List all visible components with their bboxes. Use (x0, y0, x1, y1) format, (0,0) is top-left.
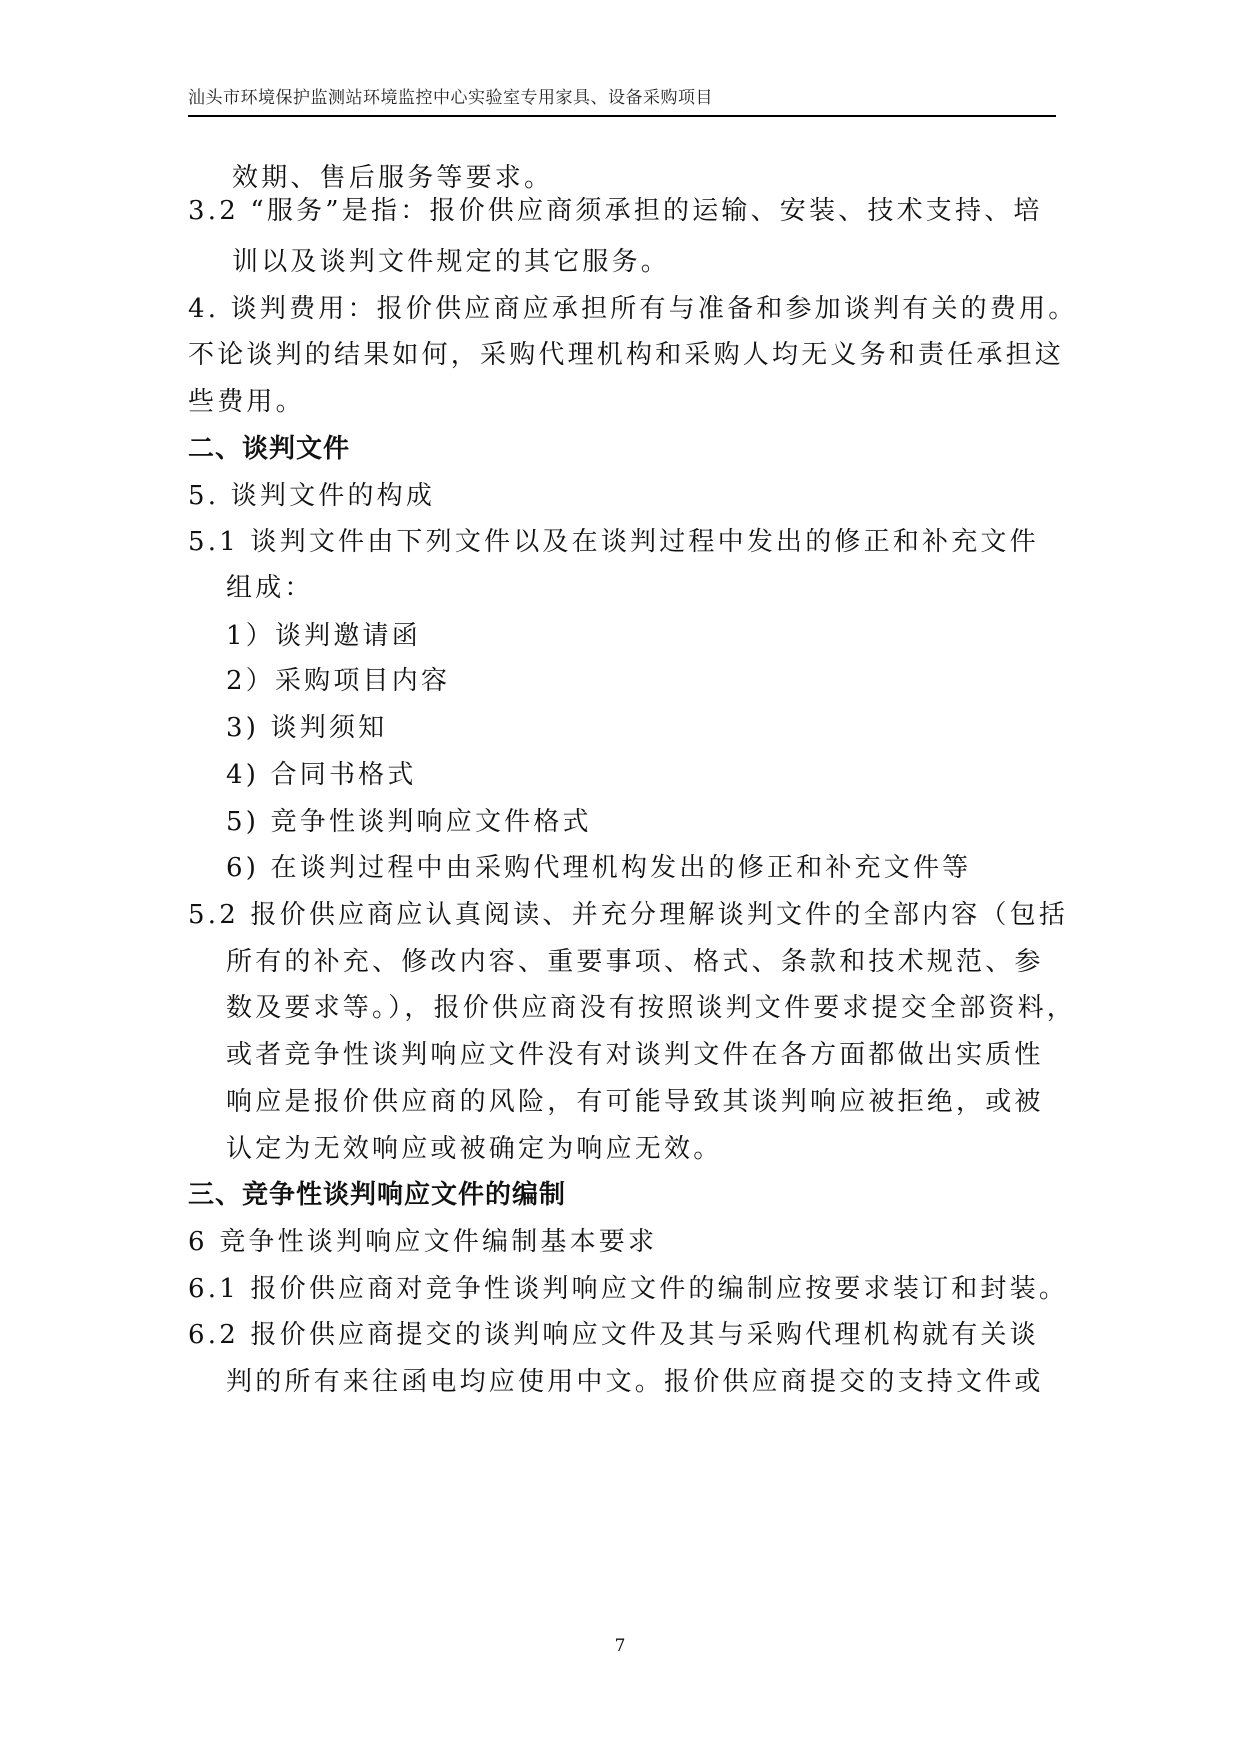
body-line: 或者竞争性谈判响应文件没有对谈判文件在各方面都做出实质性 (226, 1040, 1044, 1070)
body-line: 训以及谈判文件规定的其它服务。 (232, 247, 671, 277)
body-line: 些费用。 (188, 387, 305, 417)
body-line: 组成： (226, 573, 314, 603)
section-heading-2: 二、谈判文件 (188, 434, 351, 464)
body-line: 响应是报价供应商的风险，有可能导致其谈判响应被拒绝，或被 (226, 1087, 1044, 1117)
page-number: 7 (614, 1636, 626, 1656)
list-item: 5) 竞争性谈判响应文件格式 (226, 807, 592, 837)
clause-5: 5. 谈判文件的构成 (188, 481, 436, 511)
body-line: 认定为无效响应或被确定为响应无效。 (226, 1134, 723, 1164)
list-item: 1）谈判邀请函 (226, 621, 421, 651)
body-line: 判的所有来往函电均应使用中文。报价供应商提交的支持文件或 (226, 1367, 1044, 1397)
list-item: 2）采购项目内容 (226, 666, 451, 696)
body-line: 不论谈判的结果如何，采购代理机构和采购人均无义务和责任承担这 (188, 340, 1065, 370)
list-item: 4) 合同书格式 (226, 760, 417, 790)
list-item: 6) 在谈判过程中由采购代理机构发出的修正和补充文件等 (226, 853, 972, 883)
running-header: 汕头市环境保护监测站环境监控中心实验室专用家具、设备采购项目 (188, 88, 713, 108)
clause-3-2: 3.2 “服务”是指：报价供应商须承担的运输、安装、技术支持、培 (188, 196, 1043, 226)
clause-4: 4. 谈判费用：报价供应商应承担所有与准备和参加谈判有关的费用。 (188, 294, 1078, 324)
clause-6: 6 竞争性谈判响应文件编制基本要求 (188, 1227, 658, 1257)
body-line: 效期、售后服务等要求。 (232, 163, 554, 193)
header-rule (188, 115, 1056, 117)
clause-5-2: 5.2 报价供应商应认真阅读、并充分理解谈判文件的全部内容（包括 (188, 900, 1069, 930)
body-line: 所有的补充、修改内容、重要事项、格式、条款和技术规范、参 (226, 947, 1044, 977)
body-line: 数及要求等。），报价供应商没有按照谈判文件要求提交全部资料， (226, 993, 1077, 1023)
clause-5-1: 5.1 谈判文件由下列文件以及在谈判过程中发出的修正和补充文件 (188, 527, 1039, 557)
list-item: 3) 谈判须知 (226, 713, 388, 743)
clause-6-2: 6.2 报价供应商提交的谈判响应文件及其与采购代理机构就有关谈 (188, 1320, 1039, 1350)
clause-6-1: 6.1 报价供应商对竞争性谈判响应文件的编制应按要求装订和封装。 (188, 1274, 1069, 1304)
section-heading-3: 三、竞争性谈判响应文件的编制 (188, 1180, 567, 1210)
